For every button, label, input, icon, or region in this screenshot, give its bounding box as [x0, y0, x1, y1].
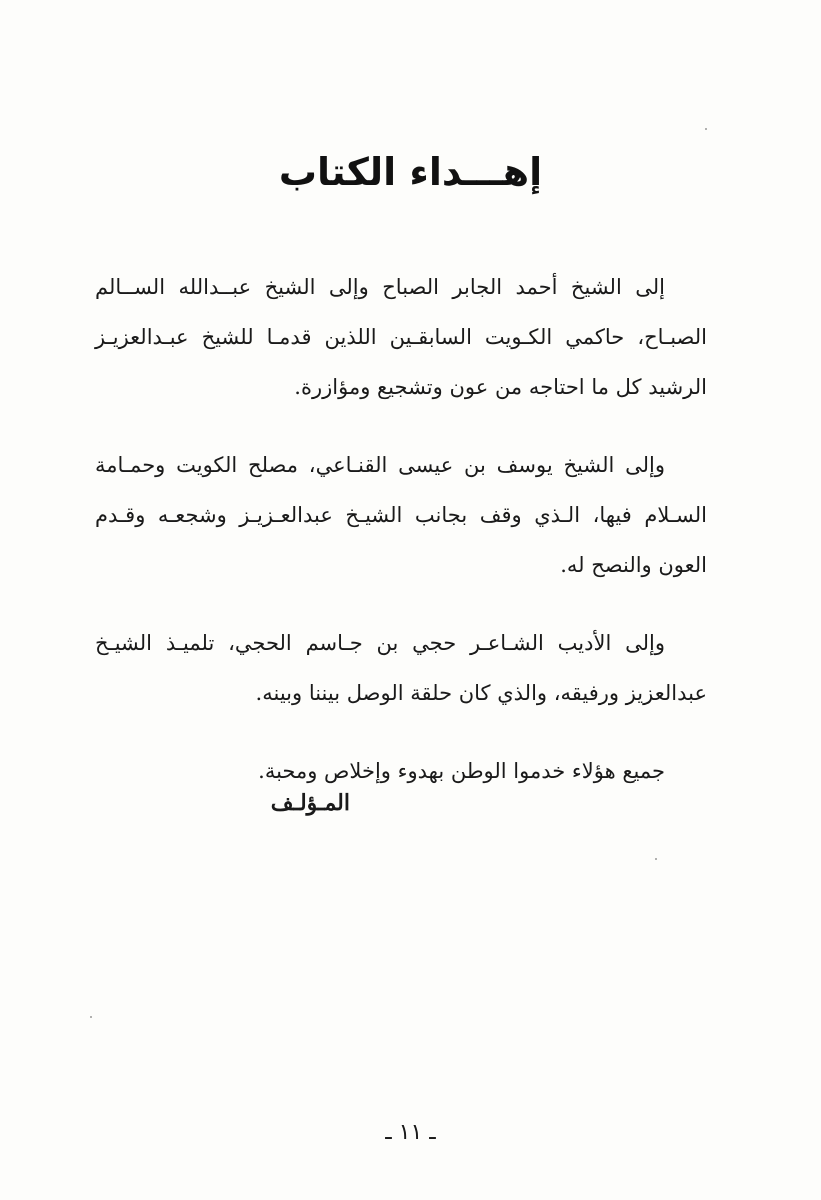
dedication-paragraph-2: وإلى الشيخ يوسف بن عيسى القنـاعي، مصلح الكويت وحمـامة السـلام فيها، الـذي وقف بجانب الشيـخ عبدالعـزيـز وشجعـه وقـدم العون والنصح له.	[95, 453, 707, 577]
scan-speck	[705, 128, 707, 130]
dedication-body	[95, 262, 707, 796]
dedication-closing: جميع هؤلاء خدموا الوطن بهدوء وإخلاص ومحبة.	[258, 759, 665, 783]
author-signature: المـؤلـف	[270, 790, 350, 816]
dedication-paragraph-1: إلى الشيخ أحمد الجابر الصباح وإلى الشيخ عبــدالله الســالم الصبـاح، حاكمي الكـويت السابقـين اللذين قدمـا للشيخ عبـدالعزيـز الرشيد كل ما احتاجه من عون وتشجيع ومؤازرة.	[95, 275, 707, 399]
dedication-paragraph-3: وإلى الأديب الشـاعـر حجي بن جـاسم الحجي، تلميـذ الشيـخ عبدالعزيز ورفيقه، والذي كان حلقة الوصل بيننا وبينه.	[95, 631, 707, 705]
scan-speck	[655, 858, 657, 860]
page-title: إهـــداء الكتاب	[278, 150, 543, 194]
scan-speck	[90, 1016, 92, 1018]
page-number: ـ ١١ ـ	[385, 1120, 436, 1145]
